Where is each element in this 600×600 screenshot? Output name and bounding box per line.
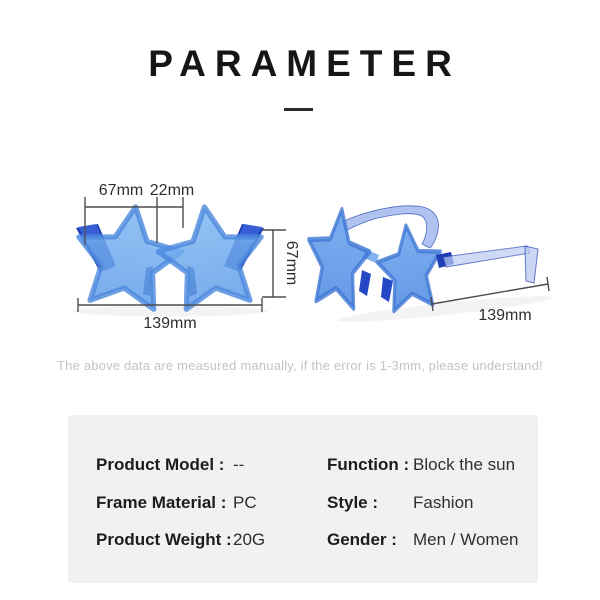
dim-label-bridge-width: 22mm bbox=[149, 182, 195, 199]
side-view-glasses bbox=[304, 203, 538, 313]
spec-label-gender: Gender : bbox=[327, 530, 397, 549]
spec-value-gender: Men / Women bbox=[413, 530, 519, 549]
left-nose-pad bbox=[359, 270, 371, 296]
dim-label-lens-width: 67mm bbox=[98, 182, 144, 199]
dim-label-temple-length: 139mm bbox=[478, 307, 532, 324]
spec-label-product-weight: Product Weight : bbox=[96, 530, 232, 549]
spec-value-product-weight: 20G bbox=[233, 530, 266, 549]
spec-value-frame-material: PC bbox=[233, 493, 257, 512]
spec-value-function: Block the sun bbox=[413, 455, 516, 474]
spec-value-product-model: -- bbox=[233, 455, 245, 474]
dim-tick-temple-right bbox=[547, 277, 549, 291]
dim-label-frame-height: 67mm bbox=[283, 240, 300, 286]
far-temple-arm bbox=[342, 206, 438, 248]
near-temple-tip bbox=[525, 246, 538, 283]
dim-label-frame-width: 139mm bbox=[143, 315, 197, 332]
right-nose-pad bbox=[381, 277, 393, 302]
spec-label-product-model: Product Model : bbox=[96, 455, 225, 474]
spec-label-frame-material: Frame Material : bbox=[96, 493, 227, 512]
front-view-glasses bbox=[70, 200, 269, 312]
spec-value-style: Fashion bbox=[413, 493, 474, 512]
title-underline-dash bbox=[284, 108, 313, 111]
spec-table-panel bbox=[68, 415, 538, 583]
spec-label-style: Style : bbox=[327, 493, 379, 512]
front-right-star-lens bbox=[153, 200, 270, 312]
near-temple-arm bbox=[443, 246, 530, 267]
spec-label-function: Function : bbox=[327, 455, 410, 474]
page-title: PARAMETER bbox=[148, 43, 461, 84]
measurement-disclaimer: The above data are measured manually, if the error is 1-3mm, please understand! bbox=[57, 358, 543, 373]
